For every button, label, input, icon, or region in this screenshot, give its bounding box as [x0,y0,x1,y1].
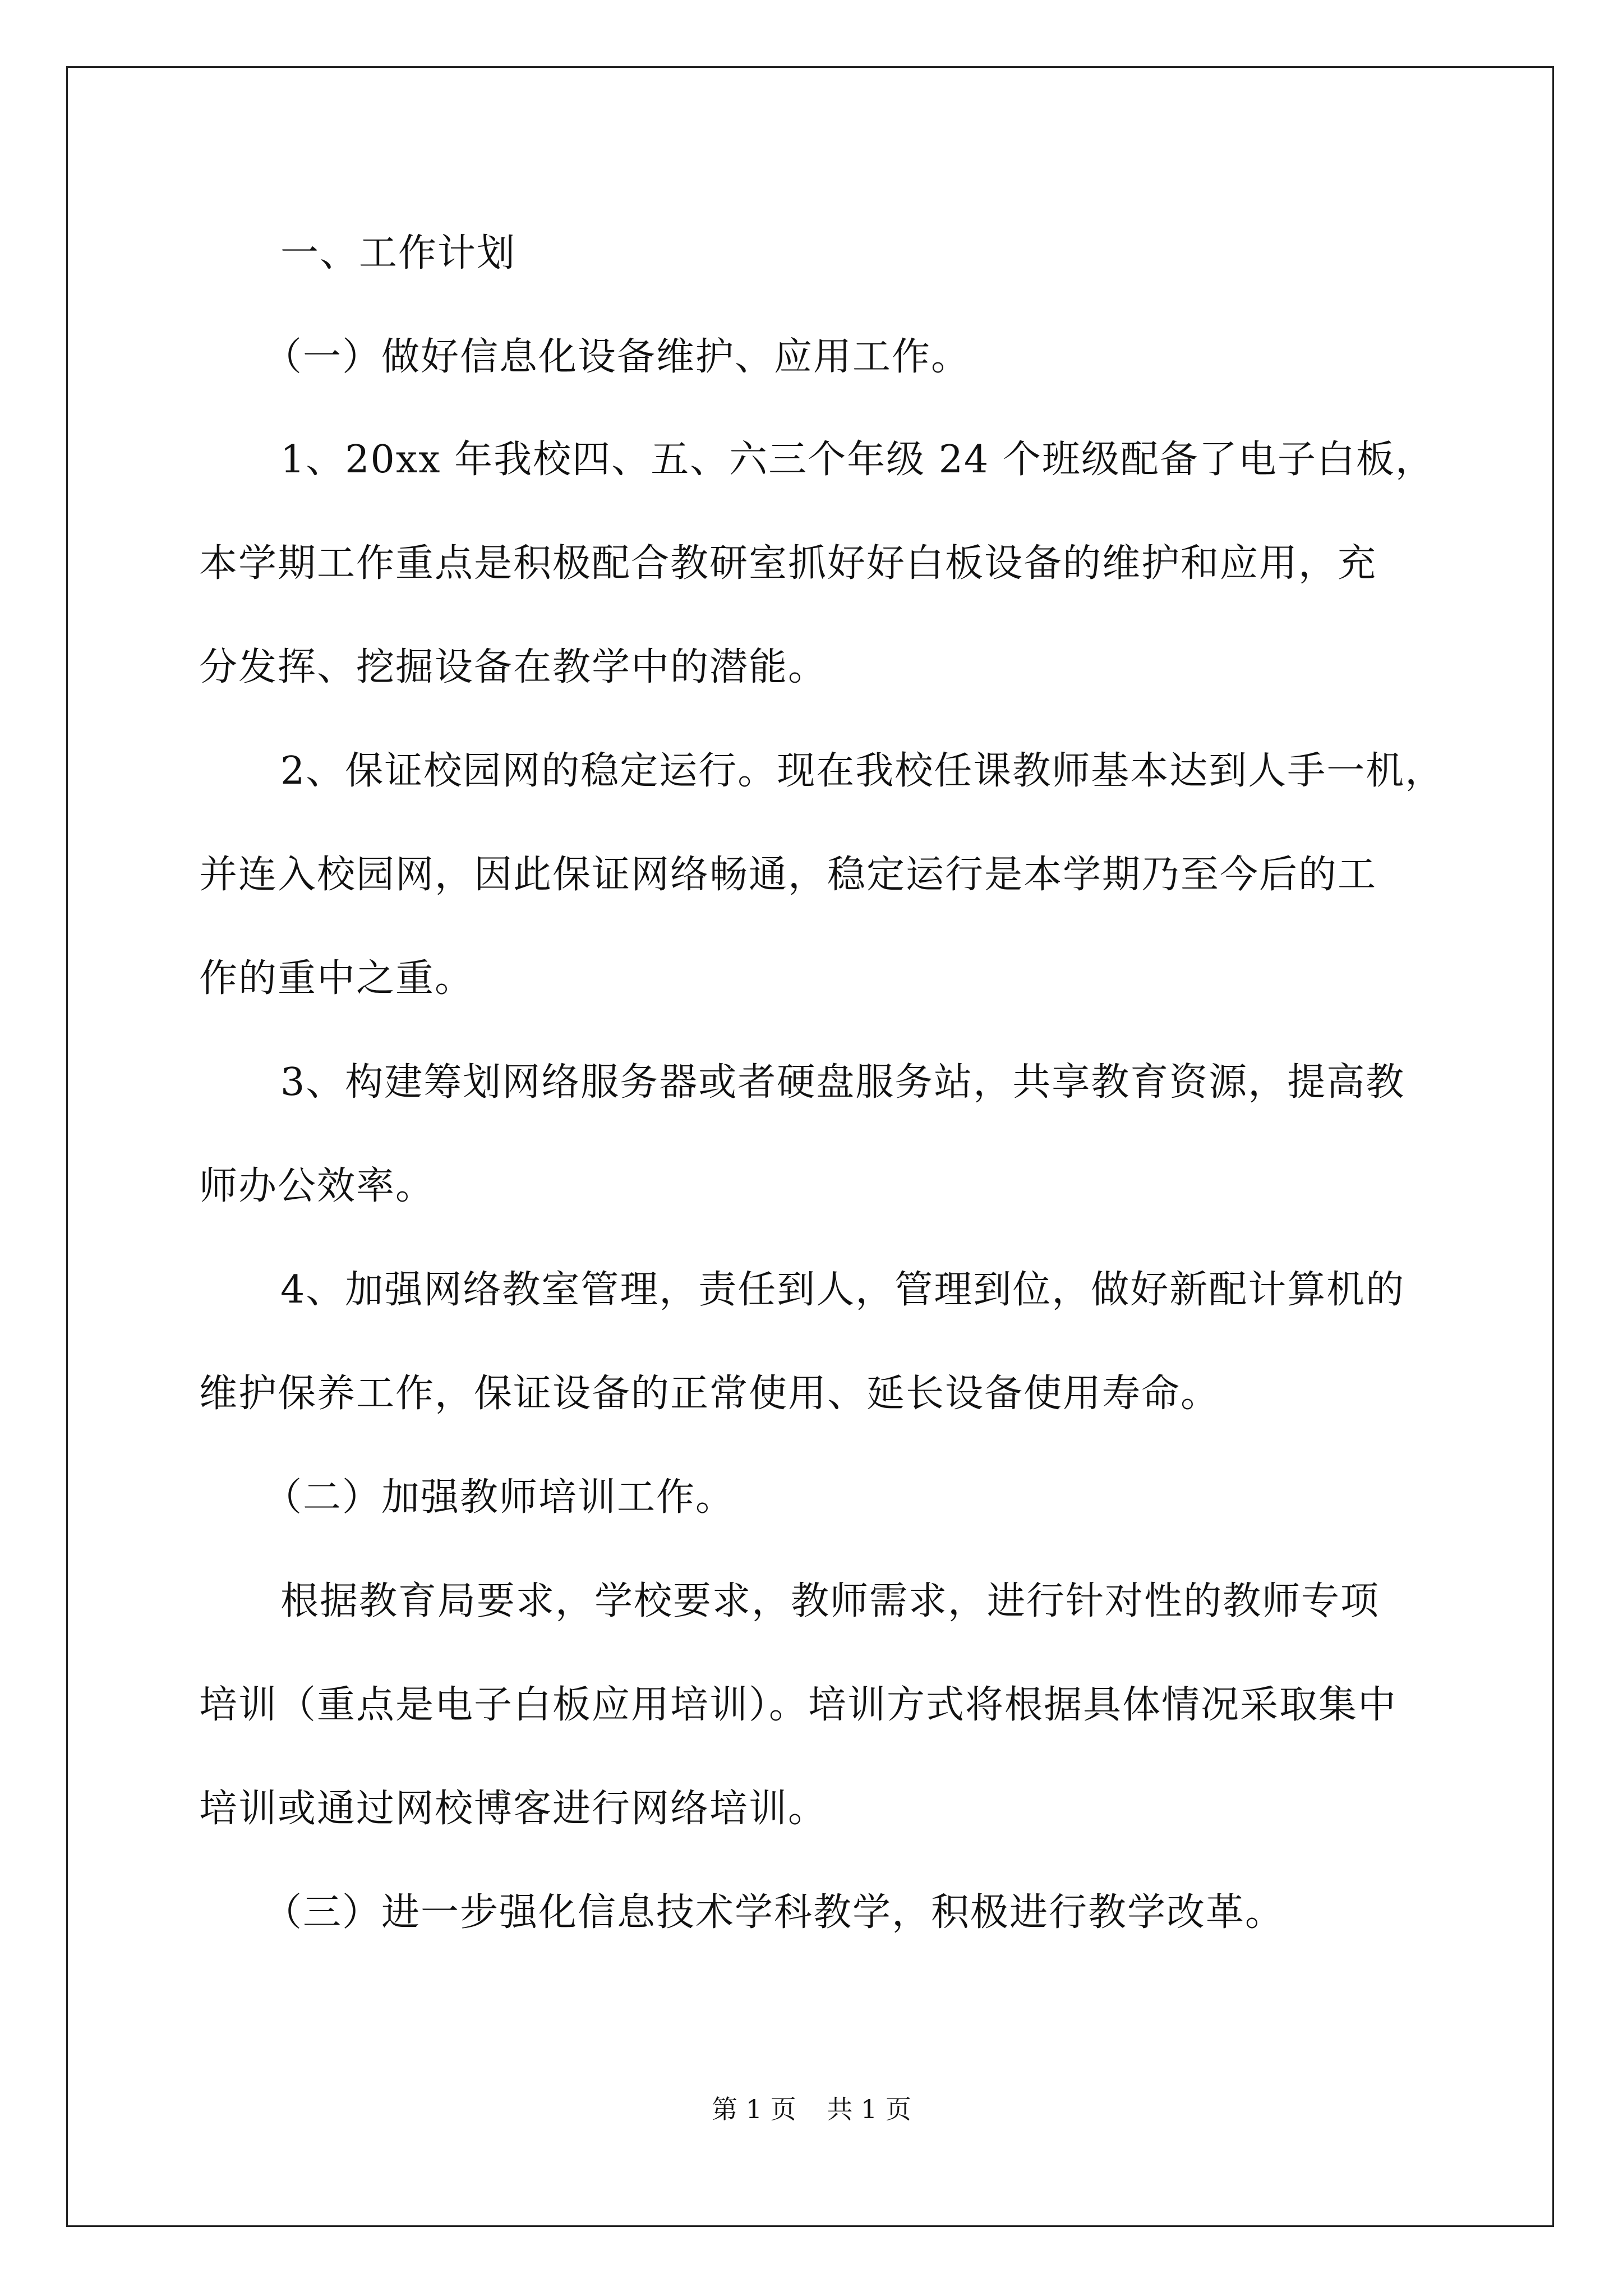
paragraph-line: 师办公效率。 [199,1164,435,1208]
paragraph-line: 作的重中之重。 [199,956,474,1001]
paragraph-line: 根据教育局要求，学校要求，教师需求，进行针对性的教师专项 [280,1579,1380,1623]
paragraph-line: 分发挥、挖掘设备在教学中的潜能。 [199,645,828,689]
page-number-current: 第 1 页 [712,2094,796,2124]
paragraph-line: 维护保养工作，保证设备的正常使用、延长设备使用寿命。 [199,1372,1220,1416]
paragraph-line: 培训（重点是电子白板应用培训）。培训方式将根据具体情况采取集中 [199,1683,1398,1727]
paragraph-line: 1、20xx 年我校四、五、六三个年级 24 个班级配备了电子白板， [280,438,1435,482]
subheading-training: （二）加强教师培训工作。 [264,1475,735,1520]
paragraph-line: 2、保证校园网的稳定运行。现在我校任课教师基本达到人手一机， [280,749,1445,793]
page-number-total: 共 1 页 [827,2094,911,2124]
paragraph-line: 培训或通过网校博客进行网络培训。 [199,1787,828,1831]
paragraph-line: 4、加强网络教室管理，责任到人，管理到位，做好新配计算机的 [280,1268,1405,1312]
paragraph-line: 3、构建筹划网络服务器或者硬盘服务站，共享教育资源，提高教 [280,1060,1405,1105]
paragraph-line: 并连入校园网，因此保证网络畅通，稳定运行是本学期乃至今后的工 [199,853,1377,897]
paragraph-line: 本学期工作重点是积极配合教研室抓好好白板设备的维护和应用，充 [199,541,1377,586]
subheading-it-teaching: （三）进一步强化信息技术学科教学，积极进行教学改革。 [264,1890,1285,1935]
page-footer [0,2092,1623,2126]
subheading-equipment: （一）做好信息化设备维护、应用工作。 [264,335,971,379]
heading-work-plan: 一、工作计划 [280,231,517,275]
